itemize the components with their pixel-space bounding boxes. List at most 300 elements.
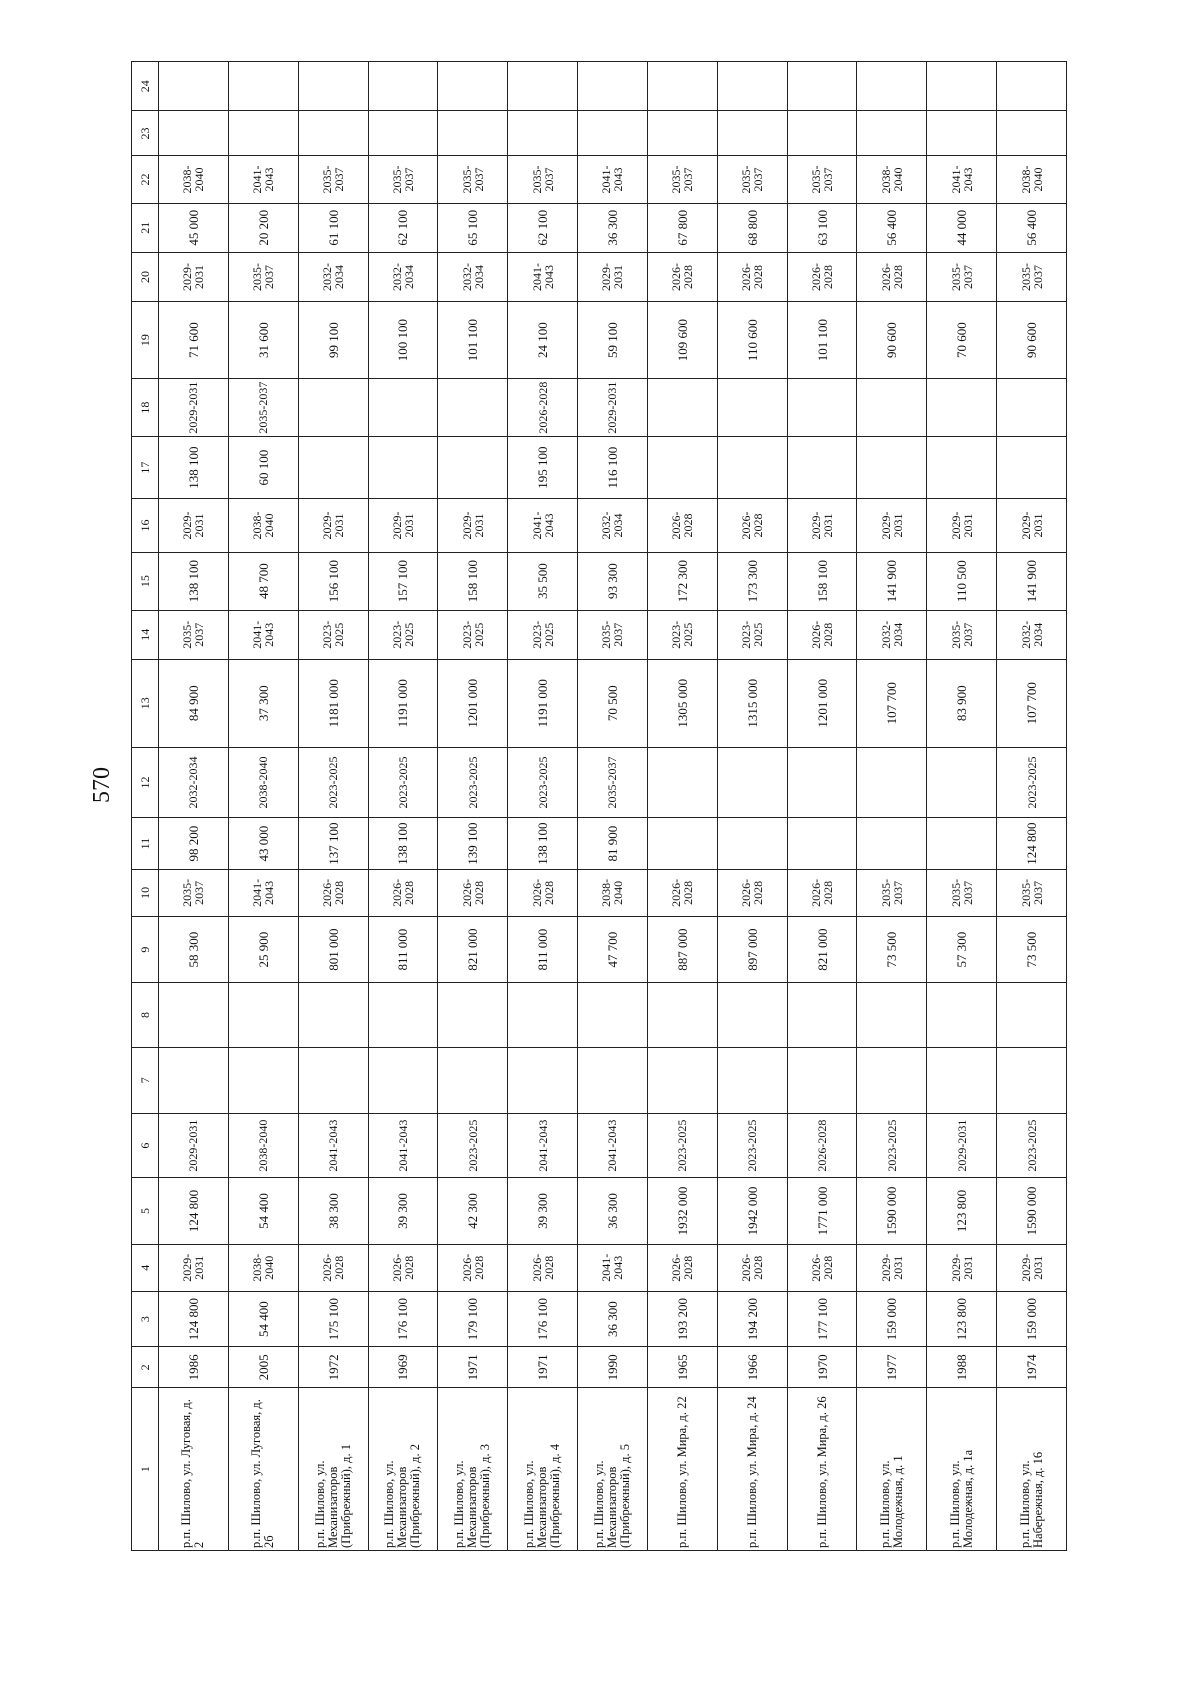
amount-cell: 175 100 — [298, 1291, 368, 1347]
column-number-14: 14 — [132, 610, 159, 659]
amount-cell: 124 800 — [997, 818, 1067, 869]
amount-cell: 801 000 — [298, 916, 368, 982]
period-cell: 2029-2031 — [159, 379, 229, 437]
amount-cell: 56 400 — [997, 203, 1067, 252]
period-cell: 2035-2037 — [857, 869, 927, 916]
amount-cell — [927, 437, 997, 499]
amount-cell: 44 000 — [927, 203, 997, 252]
period-cell: 2038-2040 — [578, 869, 648, 916]
amount-cell: 811 000 — [368, 916, 438, 982]
amount-cell: 1590 000 — [997, 1178, 1067, 1244]
table-row — [927, 62, 997, 1551]
amount-cell: 42 300 — [438, 1178, 508, 1244]
year-cell: 1988 — [927, 1347, 997, 1388]
period-cell: 2035-2037 — [997, 252, 1067, 301]
period-cell — [927, 983, 997, 1047]
amount-cell — [927, 111, 997, 156]
period-cell — [647, 62, 717, 111]
capital-repair-table — [131, 61, 1067, 1551]
period-cell — [717, 747, 787, 818]
amount-cell: 39 300 — [368, 1178, 438, 1244]
amount-cell: 177 100 — [787, 1291, 857, 1347]
amount-cell — [159, 111, 229, 156]
amount-cell: 1201 000 — [438, 659, 508, 747]
period-cell: 2023-2025 — [508, 610, 578, 659]
amount-cell — [787, 111, 857, 156]
period-cell: 2026-2028 — [438, 869, 508, 916]
period-cell: 2035-2037 — [368, 156, 438, 203]
amount-cell — [927, 818, 997, 869]
period-cell: 2032-2034 — [159, 747, 229, 818]
period-cell: 2035-2037 — [438, 156, 508, 203]
year-cell: 1971 — [508, 1347, 578, 1388]
amount-cell: 31 600 — [228, 302, 298, 379]
period-cell: 2023-2025 — [438, 610, 508, 659]
period-cell: 2026-2028 — [717, 499, 787, 553]
period-cell: 2035-2037 — [228, 379, 298, 437]
period-cell — [159, 62, 229, 111]
period-cell — [298, 379, 368, 437]
amount-cell: 100 100 — [368, 302, 438, 379]
column-number-8: 8 — [132, 983, 159, 1047]
period-cell: 2041-2043 — [368, 1113, 438, 1177]
amount-cell: 24 100 — [508, 302, 578, 379]
period-cell: 2038-2040 — [228, 747, 298, 818]
amount-cell: 57 300 — [927, 916, 997, 982]
column-number-11: 11 — [132, 818, 159, 869]
period-cell: 2029-2031 — [927, 1113, 997, 1177]
amount-cell — [508, 111, 578, 156]
amount-cell: 107 700 — [997, 659, 1067, 747]
table-row — [368, 62, 438, 1551]
year-cell: 1990 — [578, 1347, 648, 1388]
amount-cell: 63 100 — [787, 203, 857, 252]
period-cell: 2041-2043 — [578, 156, 648, 203]
period-cell: 2038-2040 — [228, 499, 298, 553]
amount-cell: 36 300 — [578, 1178, 648, 1244]
period-cell — [787, 379, 857, 437]
period-cell — [578, 983, 648, 1047]
amount-cell — [647, 1047, 717, 1113]
amount-cell: 70 500 — [578, 659, 648, 747]
column-number-2: 2 — [132, 1347, 159, 1388]
period-cell: 2026-2028 — [787, 610, 857, 659]
period-cell — [927, 747, 997, 818]
period-cell: 2035-2037 — [228, 252, 298, 301]
period-cell: 2035-2037 — [578, 610, 648, 659]
amount-cell: 194 200 — [717, 1291, 787, 1347]
amount-cell: 99 100 — [298, 302, 368, 379]
period-cell: 2038-2040 — [997, 156, 1067, 203]
amount-cell — [508, 1047, 578, 1113]
amount-cell: 1191 000 — [508, 659, 578, 747]
period-cell: 2023-2025 — [717, 1113, 787, 1177]
period-cell: 2029-2031 — [159, 252, 229, 301]
amount-cell: 36 300 — [578, 203, 648, 252]
amount-cell — [997, 437, 1067, 499]
amount-cell — [368, 437, 438, 499]
period-cell: 2029-2031 — [927, 1244, 997, 1291]
period-cell: 2035-2037 — [159, 869, 229, 916]
period-cell — [717, 379, 787, 437]
amount-cell: 1201 000 — [787, 659, 857, 747]
period-cell: 2023-2025 — [647, 610, 717, 659]
column-number-row — [132, 62, 159, 1551]
amount-cell: 193 200 — [647, 1291, 717, 1347]
amount-cell — [717, 1047, 787, 1113]
period-cell: 2026-2028 — [647, 869, 717, 916]
amount-cell: 20 200 — [228, 203, 298, 252]
amount-cell — [159, 1047, 229, 1113]
amount-cell — [438, 1047, 508, 1113]
amount-cell: 124 800 — [159, 1178, 229, 1244]
period-cell: 2029-2031 — [159, 1244, 229, 1291]
period-cell: 2035-2037 — [578, 747, 648, 818]
amount-cell: 101 100 — [438, 302, 508, 379]
period-cell: 2035-2037 — [927, 610, 997, 659]
period-cell: 2029-2031 — [927, 499, 997, 553]
period-cell — [787, 62, 857, 111]
column-number-12: 12 — [132, 747, 159, 818]
column-number-20: 20 — [132, 252, 159, 301]
period-cell — [298, 62, 368, 111]
column-number-6: 6 — [132, 1113, 159, 1177]
period-cell: 2038-2040 — [159, 156, 229, 203]
period-cell — [298, 983, 368, 1047]
amount-cell — [717, 111, 787, 156]
period-cell: 2041-2043 — [927, 156, 997, 203]
period-cell: 2026-2028 — [717, 1244, 787, 1291]
year-cell: 1977 — [857, 1347, 927, 1388]
amount-cell — [927, 1047, 997, 1113]
amount-cell: 139 100 — [438, 818, 508, 869]
amount-cell: 109 600 — [647, 302, 717, 379]
column-number-9: 9 — [132, 916, 159, 982]
table-body — [159, 62, 1067, 1551]
table-row — [438, 62, 508, 1551]
period-cell: 2041-2043 — [578, 1244, 648, 1291]
address-cell: р.п. Шилово, ул. Механизаторов (Прибрежный), д. 3 — [438, 1388, 508, 1551]
year-cell: 1972 — [298, 1347, 368, 1388]
amount-cell: 158 100 — [438, 552, 508, 610]
amount-cell: 110 500 — [927, 552, 997, 610]
amount-cell: 138 100 — [508, 818, 578, 869]
year-cell: 1986 — [159, 1347, 229, 1388]
year-cell: 1965 — [647, 1347, 717, 1388]
period-cell: 2038-2040 — [228, 1113, 298, 1177]
table-row — [159, 62, 229, 1551]
year-cell: 1969 — [368, 1347, 438, 1388]
period-cell: 2041-2043 — [578, 1113, 648, 1177]
period-cell: 2026-2028 — [787, 1113, 857, 1177]
period-cell: 2026-2028 — [368, 869, 438, 916]
period-cell: 2029-2031 — [368, 499, 438, 553]
amount-cell: 25 900 — [228, 916, 298, 982]
amount-cell: 1771 000 — [787, 1178, 857, 1244]
amount-cell: 811 000 — [508, 916, 578, 982]
period-cell: 2035-2037 — [159, 610, 229, 659]
amount-cell: 1181 000 — [298, 659, 368, 747]
amount-cell: 43 000 — [228, 818, 298, 869]
period-cell: 2026-2028 — [647, 499, 717, 553]
amount-cell: 90 600 — [997, 302, 1067, 379]
period-cell: 2026-2028 — [787, 1244, 857, 1291]
amount-cell: 93 300 — [578, 552, 648, 610]
amount-cell — [438, 437, 508, 499]
column-number-22: 22 — [132, 156, 159, 203]
period-cell — [438, 62, 508, 111]
period-cell: 2026-2028 — [298, 869, 368, 916]
amount-cell — [997, 111, 1067, 156]
amount-cell: 116 100 — [578, 437, 648, 499]
amount-cell — [857, 111, 927, 156]
amount-cell — [787, 437, 857, 499]
amount-cell: 158 100 — [787, 552, 857, 610]
column-number-23: 23 — [132, 111, 159, 156]
year-cell: 1974 — [997, 1347, 1067, 1388]
column-number-18: 18 — [132, 379, 159, 437]
amount-cell — [368, 1047, 438, 1113]
period-cell — [857, 379, 927, 437]
period-cell: 2029-2031 — [578, 252, 648, 301]
table-row — [647, 62, 717, 1551]
amount-cell: 897 000 — [717, 916, 787, 982]
amount-cell: 54 400 — [228, 1291, 298, 1347]
amount-cell: 141 900 — [997, 552, 1067, 610]
period-cell: 2023-2025 — [298, 610, 368, 659]
period-cell: 2029-2031 — [997, 499, 1067, 553]
period-cell: 2026-2028 — [647, 1244, 717, 1291]
period-cell — [508, 62, 578, 111]
period-cell: 2023-2025 — [298, 747, 368, 818]
period-cell — [508, 983, 578, 1047]
amount-cell: 123 800 — [927, 1291, 997, 1347]
period-cell — [997, 983, 1067, 1047]
column-number-21: 21 — [132, 203, 159, 252]
period-cell — [717, 983, 787, 1047]
amount-cell: 98 200 — [159, 818, 229, 869]
period-cell — [368, 62, 438, 111]
period-cell — [578, 62, 648, 111]
column-number-24: 24 — [132, 62, 159, 111]
period-cell — [438, 379, 508, 437]
amount-cell: 36 300 — [578, 1291, 648, 1347]
column-number-7: 7 — [132, 1047, 159, 1113]
period-cell: 2029-2031 — [159, 1113, 229, 1177]
amount-cell: 107 700 — [857, 659, 927, 747]
period-cell: 2023-2025 — [997, 1113, 1067, 1177]
period-cell: 2026-2028 — [717, 869, 787, 916]
amount-cell — [647, 437, 717, 499]
amount-cell: 62 100 — [508, 203, 578, 252]
amount-cell — [997, 1047, 1067, 1113]
amount-cell: 176 100 — [508, 1291, 578, 1347]
period-cell — [368, 983, 438, 1047]
period-cell: 2029-2031 — [298, 499, 368, 553]
period-cell — [647, 983, 717, 1047]
address-cell: р.п. Шилово, ул. Мира, д. 24 — [717, 1388, 787, 1551]
period-cell — [228, 983, 298, 1047]
period-cell: 2026-2028 — [438, 1244, 508, 1291]
period-cell: 2023-2025 — [368, 610, 438, 659]
address-cell: р.п. Шилово, ул. Луговая, д. 2 — [159, 1388, 229, 1551]
address-cell: р.п. Шилово, ул. Луговая, д. 2б — [228, 1388, 298, 1551]
amount-cell — [368, 111, 438, 156]
column-number-1: 1 — [132, 1388, 159, 1551]
table-row — [857, 62, 927, 1551]
amount-cell: 45 000 — [159, 203, 229, 252]
amount-cell — [647, 818, 717, 869]
period-cell: 2029-2031 — [438, 499, 508, 553]
period-cell: 2041-2043 — [298, 1113, 368, 1177]
period-cell: 2026-2028 — [787, 869, 857, 916]
period-cell: 2041-2043 — [508, 499, 578, 553]
amount-cell: 60 100 — [228, 437, 298, 499]
address-cell: р.п. Шилово, ул. Механизаторов (Прибрежный), д. 2 — [368, 1388, 438, 1551]
table-row — [717, 62, 787, 1551]
address-cell: р.п. Шилово, ул. Механизаторов (Прибрежный), д. 4 — [508, 1388, 578, 1551]
period-cell: 2026-2028 — [717, 252, 787, 301]
amount-cell — [298, 1047, 368, 1113]
amount-cell: 124 800 — [159, 1291, 229, 1347]
period-cell: 2023-2025 — [368, 747, 438, 818]
period-cell: 2041-2043 — [228, 610, 298, 659]
amount-cell — [787, 818, 857, 869]
period-cell: 2026-2028 — [647, 252, 717, 301]
period-cell — [787, 983, 857, 1047]
period-cell: 2029-2031 — [787, 499, 857, 553]
amount-cell: 68 800 — [717, 203, 787, 252]
period-cell — [368, 379, 438, 437]
amount-cell: 38 300 — [298, 1178, 368, 1244]
amount-cell: 37 300 — [228, 659, 298, 747]
amount-cell — [298, 437, 368, 499]
amount-cell: 84 900 — [159, 659, 229, 747]
period-cell: 2026-2028 — [368, 1244, 438, 1291]
period-cell: 2023-2025 — [857, 1113, 927, 1177]
period-cell: 2032-2034 — [997, 610, 1067, 659]
period-cell: 2035-2037 — [298, 156, 368, 203]
amount-cell: 157 100 — [368, 552, 438, 610]
period-cell: 2041-2043 — [228, 869, 298, 916]
period-cell: 2023-2025 — [717, 610, 787, 659]
amount-cell — [857, 437, 927, 499]
amount-cell: 172 300 — [647, 552, 717, 610]
amount-cell — [857, 818, 927, 869]
year-cell: 1971 — [438, 1347, 508, 1388]
capital-repair-table-wrapper — [131, 61, 1067, 1551]
period-cell: 2026-2028 — [508, 379, 578, 437]
column-number-17: 17 — [132, 437, 159, 499]
amount-cell: 821 000 — [438, 916, 508, 982]
amount-cell — [298, 111, 368, 156]
period-cell: 2035-2037 — [787, 156, 857, 203]
amount-cell: 141 900 — [857, 552, 927, 610]
amount-cell: 73 500 — [857, 916, 927, 982]
amount-cell — [228, 1047, 298, 1113]
amount-cell: 61 100 — [298, 203, 368, 252]
address-cell: р.п. Шилово, ул. Мира, д. 22 — [647, 1388, 717, 1551]
amount-cell: 195 100 — [508, 437, 578, 499]
amount-cell: 70 600 — [927, 302, 997, 379]
amount-cell: 62 100 — [368, 203, 438, 252]
period-cell: 2023-2025 — [997, 747, 1067, 818]
amount-cell: 1932 000 — [647, 1178, 717, 1244]
amount-cell: 65 100 — [438, 203, 508, 252]
period-cell — [159, 983, 229, 1047]
amount-cell: 1305 000 — [647, 659, 717, 747]
address-cell: р.п. Шилово, ул. Молодежная, д. 1 — [857, 1388, 927, 1551]
period-cell — [927, 62, 997, 111]
amount-cell: 123 800 — [927, 1178, 997, 1244]
table-row — [787, 62, 857, 1551]
period-cell — [997, 379, 1067, 437]
address-cell: р.п. Шилово, ул. Молодежная, д. 1а — [927, 1388, 997, 1551]
amount-cell: 81 900 — [578, 818, 648, 869]
amount-cell — [857, 1047, 927, 1113]
period-cell — [647, 379, 717, 437]
period-cell: 2026-2028 — [508, 869, 578, 916]
period-cell: 2032-2034 — [368, 252, 438, 301]
period-cell: 2032-2034 — [578, 499, 648, 553]
column-number-4: 4 — [132, 1244, 159, 1291]
period-cell: 2029-2031 — [997, 1244, 1067, 1291]
amount-cell: 1315 000 — [717, 659, 787, 747]
column-number-3: 3 — [132, 1291, 159, 1347]
period-cell — [857, 62, 927, 111]
address-cell: р.п. Шилово, ул. Набережная, д. 16 — [997, 1388, 1067, 1551]
amount-cell: 58 300 — [159, 916, 229, 982]
period-cell: 2038-2040 — [228, 1244, 298, 1291]
period-cell — [997, 62, 1067, 111]
period-cell — [857, 983, 927, 1047]
amount-cell: 67 800 — [647, 203, 717, 252]
amount-cell: 159 000 — [857, 1291, 927, 1347]
amount-cell: 138 100 — [159, 552, 229, 610]
amount-cell: 176 100 — [368, 1291, 438, 1347]
period-cell: 2041-2043 — [508, 252, 578, 301]
period-cell: 2035-2037 — [927, 252, 997, 301]
address-cell: р.п. Шилово, ул. Механизаторов (Прибрежный), д. 5 — [578, 1388, 648, 1551]
year-cell: 1970 — [787, 1347, 857, 1388]
amount-cell: 159 000 — [997, 1291, 1067, 1347]
table-row — [578, 62, 648, 1551]
amount-cell: 47 700 — [578, 916, 648, 982]
amount-cell — [717, 818, 787, 869]
period-cell: 2035-2037 — [508, 156, 578, 203]
period-cell: 2023-2025 — [438, 1113, 508, 1177]
amount-cell: 90 600 — [857, 302, 927, 379]
amount-cell: 173 300 — [717, 552, 787, 610]
amount-cell: 54 400 — [228, 1178, 298, 1244]
amount-cell: 1191 000 — [368, 659, 438, 747]
amount-cell: 1942 000 — [717, 1178, 787, 1244]
column-number-5: 5 — [132, 1178, 159, 1244]
column-number-19: 19 — [132, 302, 159, 379]
period-cell: 2041-2043 — [508, 1113, 578, 1177]
amount-cell — [787, 1047, 857, 1113]
period-cell — [717, 62, 787, 111]
amount-cell — [717, 437, 787, 499]
period-cell: 2023-2025 — [438, 747, 508, 818]
amount-cell: 59 100 — [578, 302, 648, 379]
address-cell: р.п. Шилово, ул. Мира, д. 26 — [787, 1388, 857, 1551]
column-number-16: 16 — [132, 499, 159, 553]
period-cell: 2035-2037 — [997, 869, 1067, 916]
period-cell: 2035-2037 — [927, 869, 997, 916]
period-cell: 2032-2034 — [298, 252, 368, 301]
period-cell — [927, 379, 997, 437]
